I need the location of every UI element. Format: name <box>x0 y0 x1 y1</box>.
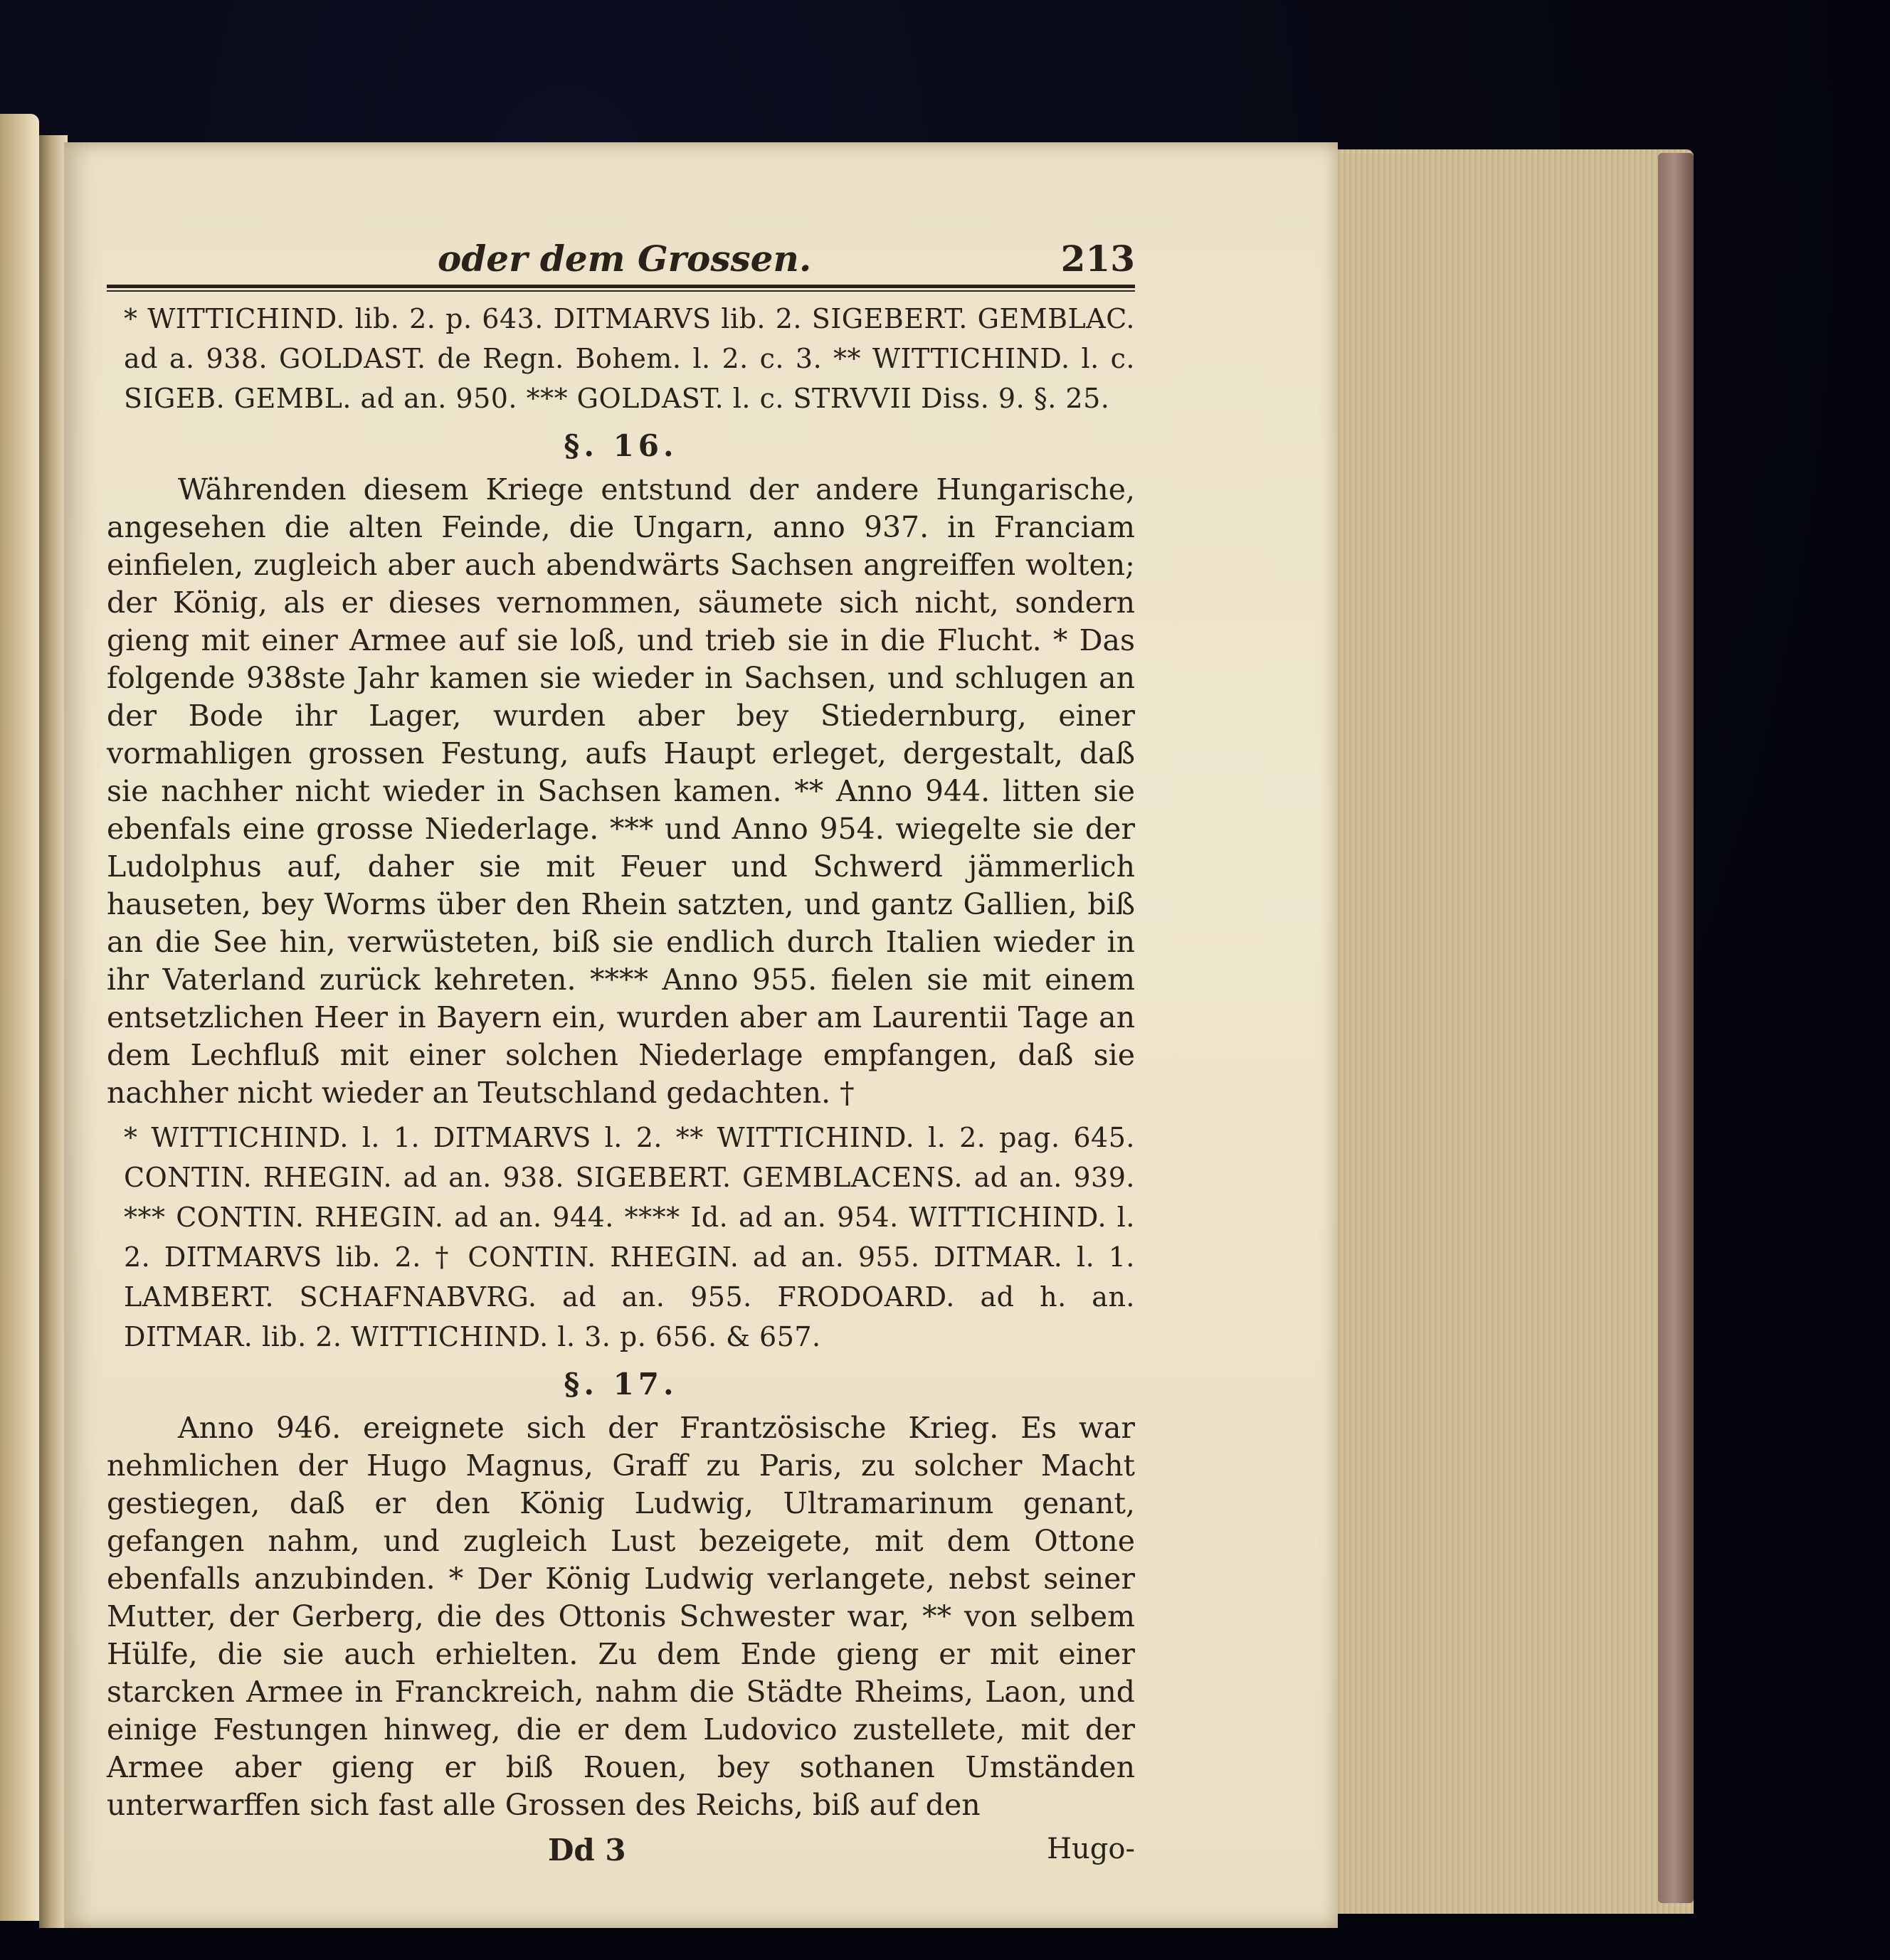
section-16-footnotes: * WITTICHIND. l. 1. DITMARVS l. 2. ** WITTICHIND. l. 2. pag. 645. CONTIN. RHEGIN. ad an. 938. SIGEBERT. GEMBLACENS. ad an. 939. *** CONTIN. RHEGIN. ad an. 944. **** Id. ad an. 954. WITTICHIND. l. 2. DITMARVS lib. 2. † CONTIN. RHEGIN. ad an. 955. DITMAR. l. 1. LAMBERT. SCHAFNABVRG. ad an. 955. FRODOARD. ad h. an. DITMAR. lib. 2. WITTICHIND. l. 3. p. 656. & 657. <box>124 1122 1135 1352</box>
footnote-block-top: * WITTICHIND. lib. 2. p. 643. DITMARVS lib. 2. SIGEBERT. GEMBLAC. ad a. 938. GOLDAST. de Regn. Bohem. l. 2. c. 3. ** WITTICHIND. l. c. SIGEB. GEMBL. ad an. 950. *** GOLDAST. l. c. STRVVII Diss. 9. §. 25. <box>124 303 1135 414</box>
page-number: 213 <box>1060 238 1135 280</box>
section-16-text: Währenden diesem Kriege entstund der andere Hungarische, angesehen die alten Feinde, die Ungarn, anno 937. in Franciam einfielen, zugleich aber auch abendwärts Sachsen angreiffen wolten; der König, als er dieses vernommen, säumete sich nicht, sondern gieng mit einer Armee auf sie loß, und trieb sie in die Flucht. * Das folgende 938ste Jahr kamen sie wieder in Sachsen, und schlugen an der Bode ihr Lager, wurden aber bey Stiedernburg, einer vormahligen grossen Festung, aufs Haupt erleget, dergestalt, daß sie nachher nicht wieder in Sachsen kamen. ** Anno 944. litten sie ebenfals eine grosse Niederlage. *** und Anno 954. wiegelte sie der Ludolphus auf, daher sie mit Feuer und Schwerd jämmerlich hauseten, bey Worms über den Rhein satzten, und gantz Gallien, biß an die See hin, verwüsteten, biß sie endlich durch Italien wieder in ihr Vaterland zurück kehreten. **** Anno 955. fielen sie mit einem entsetzlichen Heer in Bayern ein, wurden aber am Laurentii Tage an dem Lechfluß mit einer solchen Niederlage empfangen, daß sie nachher nicht wieder an Teutschland gedachten. † <box>107 472 1135 1110</box>
left-page-edge <box>0 114 39 1921</box>
header-rule <box>107 285 1135 292</box>
page-block-edge <box>1324 149 1694 1914</box>
book-page <box>64 142 1338 1928</box>
book-gutter <box>39 135 68 1928</box>
page-footer <box>107 1827 1135 1874</box>
running-title: oder dem Grossen. <box>438 238 812 280</box>
running-head <box>107 228 1135 285</box>
page-content <box>107 228 1135 1874</box>
book-cover-edge <box>1658 153 1694 1903</box>
catchword: Hugo- <box>1047 1833 1135 1865</box>
section-heading-17: §. 17. <box>564 1367 678 1402</box>
section-heading-16: §. 16. <box>564 428 678 463</box>
signature-mark: Dd 3 <box>548 1833 626 1868</box>
section-17-text: Anno 946. ereignete sich der Frantzösische Krieg. Es war nehmlichen der Hugo Magnus, Graff zu Paris, zu solcher Macht gestiegen, daß er den König Ludwig, Ultramarinum genant, gefangen nahm, und zugleich Lust bezeigete, mit dem Ottone ebenfalls anzubinden. * Der König Ludwig verlangete, nebst seiner Mutter, der Gerberg, die des Ottonis Schwester war, ** von selbem Hülfe, die sie auch erhielten. Zu dem Ende gieng er mit einer starcken Armee in Franckreich, nahm die Städte Rheims, Laon, und einige Festungen hinweg, die er dem Ludovico zustellete, mit der Armee aber gieng er biß Rouen, bey sothanen Umständen unterwarffen sich fast alle Grossen des Reichs, biß auf den <box>107 1411 1135 1822</box>
